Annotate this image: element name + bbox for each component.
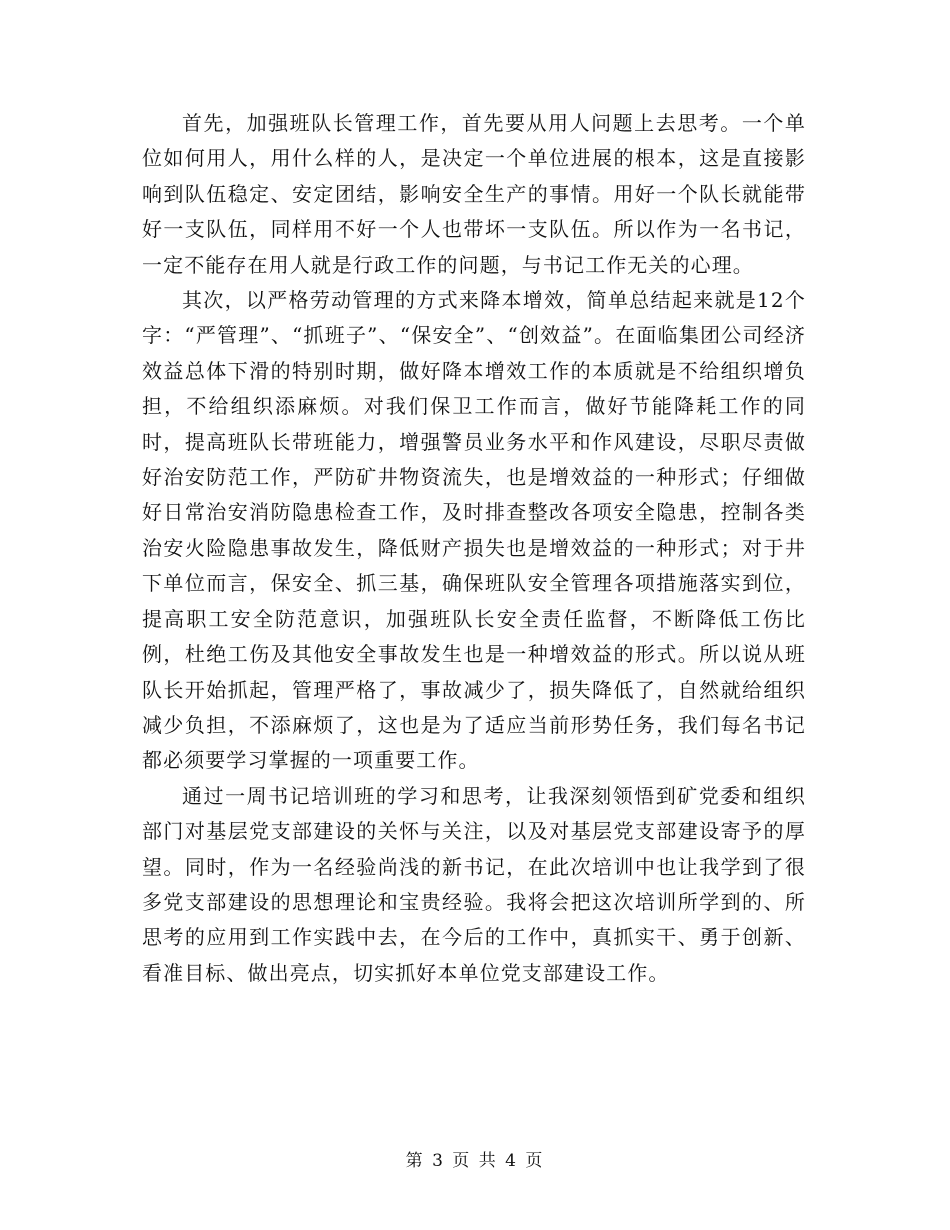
- paragraph-3: 通过一周书记培训班的学习和思考，让我深刻领悟到矿党委和组织部门对基层党支部建设的关怀与关注，以及对基层党支部建设寄予的厚望。同时，作为一名经验尚浅的新书记，在此次培训中也让我学到了很多党支部建设的思想理论和宝贵经验。我将会把这次培训所学到的、所思考的应用到工作实践中去，在今后的工作中，真抓实干、勇于创新、看准目标、做出亮点，切实抓好本单位党支部建设工作。: [142, 783, 806, 985]
- paragraph-2: 其次，以严格劳动管理的方式来降本增效，简单总结起来就是12个字：“严管理”、“抓班子”、“保安全”、“创效益”。在面临集团公司经济效益总体下滑的特别时期，做好降本增效工作的本质就是不给组织增负担，不给组织添麻烦。对我们保卫工作而言，做好节能降耗工作的同时，提高班队长带班能力，增强警员业务水平和作风建设，尽职尽责做好治安防范工作，严防矿井物资流失，也是增效益的一种形式；仔细做好日常治安消防隐患检查工作，及时排查整改各项安全隐患，控制各类治安火险隐患事故发生，降低财产损失也是增效益的一种形式；对于井下单位而言，保安全、抓三基，确保班队安全管理各项措施落实到位，提高职工安全防范意识，加强班队长安全责任监督，不断降低工伤比例，杜绝工伤及其他安全事故发生也是一种增效益的形式。所以说从班队长开始抓起，管理严格了，事故减少了，损失降低了，自然就给组织减少负担，不添麻烦了，这也是为了适应当前形势任务，我们每名书记都必须要学习掌握的一项重要工作。: [142, 288, 806, 773]
- document-body: [142, 106, 806, 991]
- page-footer: 第 3 页 共 4 页: [405, 1151, 545, 1171]
- paragraph-1: 首先，加强班队长管理工作，首先要从用人问题上去思考。一个单位如何用人，用什么样的人，是决定一个单位进展的根本，这是直接影响到队伍稳定、安定团结，影响安全生产的事情。用好一个队长就能带好一支队伍，同样用不好一个人也带坏一支队伍。所以作为一名书记，一定不能存在用人就是行政工作的问题，与书记工作无关的心理。: [142, 111, 806, 277]
